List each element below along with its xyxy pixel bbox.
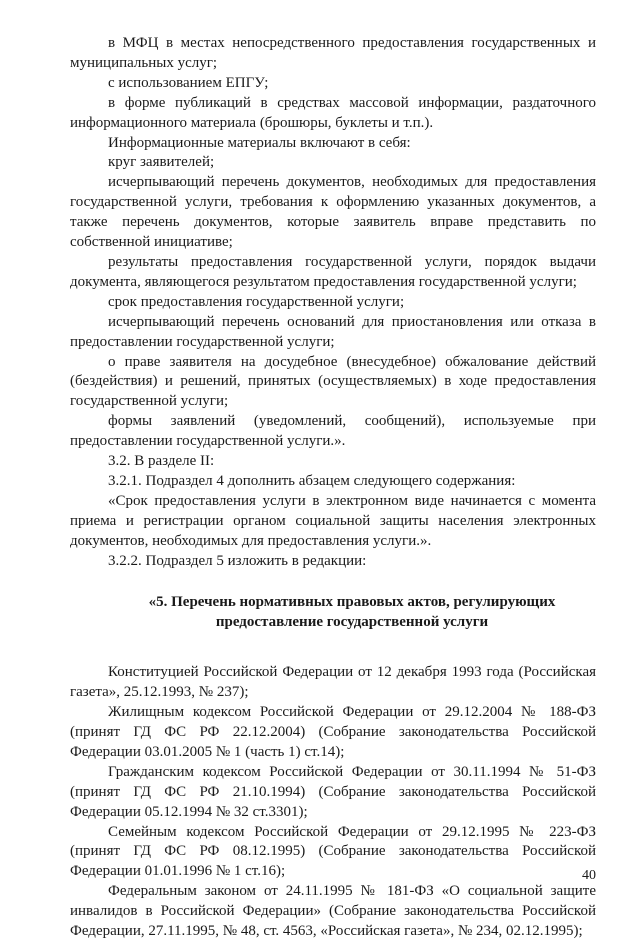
paragraph: Семейным кодексом Российской Федерации от 29.12.1995 № 223-ФЗ (принят ГД ФС РФ 08.12.1995) (Собрание законодательства Российской Федерации 01.01.1996 № 1 ст.16);: [70, 823, 596, 880]
paragraph: Федеральным законом от 24.11.1995 № 181-ФЗ «О социальной защите инвалидов в Российской Федерации» (Собрание законодательства Российской Федерации, 27.11.1995, № 48, ст. 4563, «Российская газета», № 234, 02.12.1995);: [70, 883, 596, 940]
paragraph: результаты предоставления государственной услуги, порядок выдачи документа, являющегося результатом предоставления государственной услуги;: [70, 253, 596, 290]
bottom-section: [70, 663, 596, 942]
paragraph: срок предоставления государственной услуги;: [108, 293, 405, 310]
paragraph: в форме публикаций в средствах массовой информации, раздаточного информационного материала (брошюры, буклеты и т.п.).: [70, 94, 596, 131]
paragraph: «Срок предоставления услуги в электронном виде начинается с момента приема и регистрации органом социальной защиты населения электронных документов, необходимых для предоставления услуги.».: [70, 492, 596, 549]
paragraph: с использованием ЕПГУ;: [108, 74, 269, 91]
page-number: 40: [582, 868, 596, 883]
paragraph: формы заявлений (уведомлений, сообщений), используемые при предоставлении государственной услуги.».: [70, 413, 596, 450]
paragraph: Конституцией Российской Федерации от 12 декабря 1993 года (Российская газета», 25.12.1993, № 237);: [70, 664, 596, 701]
paragraph: о праве заявителя на досудебное (внесудебное) обжалование действий (бездействия) и решений, принятых (осуществляемых) в ходе предоставления государственной услуги;: [70, 353, 596, 410]
heading-line-2: предоставление государственной услуги: [215, 614, 489, 631]
heading-line-1: «5. Перечень нормативных правовых актов, регулирующих: [148, 594, 556, 611]
paragraph: 3.2. В разделе II:: [108, 453, 215, 470]
paragraph: 3.2.2. Подраздел 5 изложить в редакции:: [108, 552, 367, 569]
paragraph: в МФЦ в местах непосредственного предоставления государственных и муниципальных услуг;: [70, 35, 596, 71]
paragraph: исчерпывающий перечень документов, необходимых для предоставления государственной услуги, требования к оформлению указанных документов, а также перечень документов, которые заявитель вправе представить по собственной инициативе;: [70, 174, 596, 251]
paragraph: 3.2.1. Подраздел 4 дополнить абзацем следующего содержания:: [108, 472, 516, 489]
paragraph: Информационные материалы включают в себя:: [108, 134, 411, 151]
paragraph: исчерпывающий перечень оснований для приостановления или отказа в предоставлении государственной услуги;: [70, 313, 596, 350]
paragraph: круг заявителей;: [108, 154, 215, 171]
paragraph: Жилищным кодексом Российской Федерации от 29.12.2004 № 188-ФЗ (принят ГД ФС РФ 22.12.2004) (Собрание законодательства Российской Федерации 03.01.2005 № 1 (часть 1) ст.14);: [70, 704, 596, 760]
section-heading: [70, 593, 596, 633]
top-section: [70, 34, 596, 571]
paragraph: Гражданским кодексом Российской Федерации от 30.11.1994 № 51-ФЗ (принят ГД ФС РФ 21.10.1994) (Собрание законодательства Российской Федерации 05.12.1994 № 32 ст.3301);: [70, 763, 596, 820]
document-page: [70, 34, 596, 942]
